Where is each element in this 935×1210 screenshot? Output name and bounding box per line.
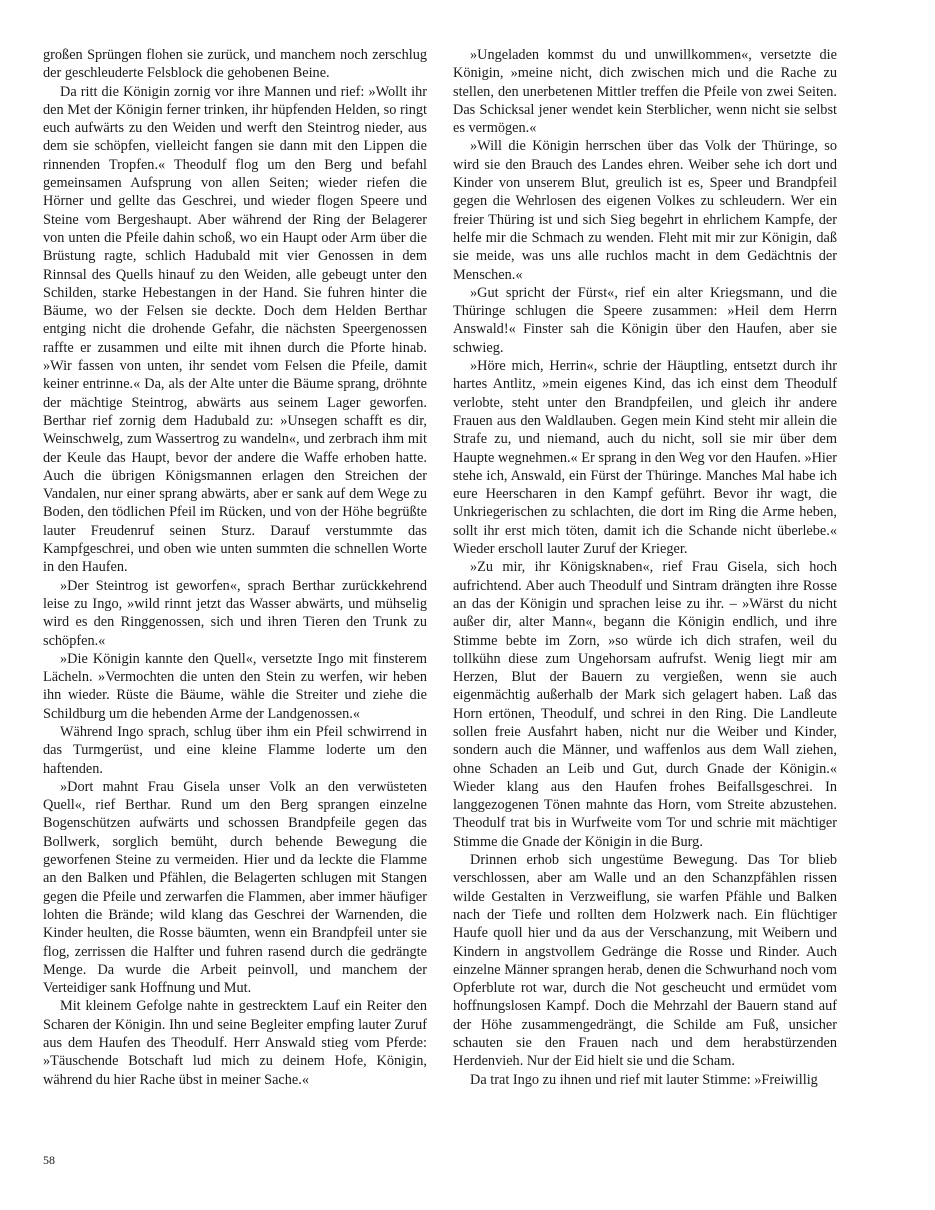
paragraph: großen Sprüngen flohen sie zurück, und manchem noch zerschlug der geschleuderte Felsblock die gehobenen Beine. (43, 47, 427, 82)
paragraph: »Höre mich, Herrin«, schrie der Häuptling, entsetzt durch ihr hartes Antlitz, »mein eigenes Kind, das ich einst dem Theodulf verlobte, steht unter den Brandpfeilen, und gleich ihr andere Frauen aus den Waldlauben. Gegen mein Kind steht mir allein die Strafe zu, und niemand, auch du nicht, soll sie mir über dem Haupte wegnehmen.« Er sprang in den Weg vor den Haufen. »Hier stehe ich, Answald, ein Fürst der Thüringe. Manches Mal habe ich eure Heerscharen in den Kampf geführt. Bevor ihr wagt, die Unkriegerischen zu schlachten, die dort im Ring die Arme heben, sollt ihr erst mich töten, damit ich die Schande nicht überlebe.« Wieder erscholl lauter Zuruf der Krieger. (453, 358, 837, 558)
paragraph: »Will die Königin herrschen über das Volk der Thüringe, so wird sie den Brauch des Landes ehren. Weiber sehe ich dort und Kinder von unserem Blut, greulich ist es, Speer und Brandpfeil gegen die Wehrlosen des eigenen Volkes zu schleudern. Wer ein freier Thüring ist und sich Sieg begehrt in ehrlichem Kampfe, der helfe mir die Schmach zu wenden. Fleht mit mir zur Königin, daß sie meide, was uns alle ruchlos macht in dem Gedächtnis der Menschen.« (453, 138, 837, 283)
paragraph: »Ungeladen kommst du und unwillkommen«, versetzte die Königin, »meine nicht, dich zwischen mich und die Rache zu stellen, den unerbetenen Mittler treffen die Pfeile von zwei Seiten. Das Schicksal jener wendet kein Sterblicher, wenn nicht sie selbst es vermögen.« (453, 47, 837, 137)
paragraph: Da ritt die Königin zornig vor ihre Mannen und rief: »Wollt ihr den Met der Königin ferner trinken, ihr hüpfenden Helden, so ringt euch aufwärts zu den Weiden und werft den Steintrog nieder, aus dem sie schöpfen, vielleicht fangen sie dann mit den Lippen die rinnenden Tropfen.« Theodulf flog um den Berg und befahl gemeinsamen Aufsprung von allen Seiten; wieder riefen die Hörner und gellte das Geschrei, und wieder flogen Speere und Steine vom Bergeshaupt. Aber während der Ring der Belagerer von unten die Pfeile dahin schoß, wo ein Haupt oder Arm über die Brüstung ragte, schlich Hadubald mit vier Genossen in dem Rinnsal des Quells hinauf zu den Weiden, alle gebeugt unter den Schilden, starke Hebestangen in der Hand. Sie fuhren hinter die Bäume, wo der Felsen sie deckte. Doch dem Helden Berthar entging nicht die drohende Gefahr, die nächsten Speergenossen raffte er zusammen und eilte mit ihnen durch die Pforte hinab. »Wir fassen von unten, ihr sendet vom Felsen die Pfeile, damit keiner entrinne.« Da, als der Alte unter die Bäume sprang, dröhnte der mächtige Steintrog, abwärts aus seinem Lager geworfen. Berthar rief zornig dem Hadubald zu: »Unsegen schafft es dir, Weinschwelg, zum Wassertrog zu wandeln«, und zerbrach ihm mit der Keule das Haupt, bevor der andere die Waffe erhoben hatte. Auch die übrigen Königsmannen erlagen den Streichen der Vandalen, nur einer sprang abwärts, aber er sank auf dem Wege zu Boden, den tödlichen Pfeil im Rücken, und von der Höhe begrüßte lauter Freudenruf seinen Sturz. Darauf verstummte das Kampfgeschrei, und oben wie unten summten die schnellen Worte in den Haufen. (43, 83, 427, 576)
paragraph: Mit kleinem Gefolge nahte in gestrecktem Lauf ein Reiter den Scharen der Königin. Ihn und seine Begleiter empfing lauter Zuruf aus dem Haufen des Theodulf. Herr Answald stieg vom Pferde: »Täuschende Botschaft lud mich zu deinem Hofe, Königin, während du hier Rache übst in meiner Sache.« (43, 998, 427, 1088)
paragraph: Während Ingo sprach, schlug über ihm ein Pfeil schwirrend in das Turmgerüst, und eine kleine Flamme loderte um den haftenden. (43, 723, 427, 777)
page-number: 58 (43, 1153, 55, 1167)
paragraph: »Gut spricht der Fürst«, rief ein alter Kriegsmann, und die Thüringe schlugen die Speere zusammen: »Heil dem Herrn Answald!« Finster sah die Königin über den Haufen, aber sie schwieg. (453, 284, 837, 356)
paragraph: »Zu mir, ihr Königsknaben«, rief Frau Gisela, sich hoch aufrichtend. Aber auch Theodulf und Sintram drängten ihre Rosse an das der Königin und sprachen leise zu ihr. – »Wärst du nicht außer dir, alter Mann«, begann die Königin endlich, und ihre Stimme bebte im Zorn, »so würde ich dich strafen, weil du tollkühn diese zum Ungehorsam aufrufst. Wenig liegt mir am Herzen, Blut der Bauern zu vergießen, wenn sie auch eigenmächtig außerhalb der Mark sich gelagert haben. Laß das Horn ertönen, Theodulf, und schrei in den Ring. Die Landleute sollen freie Ausfahrt haben, nicht nur die Weiber und Kinder, sondern auch die Männer, und waffenlos aus dem Wall ziehen, ohne Schaden an Leib und Gut, durch Gnade der Königin.« Wieder klang aus den Haufen frohes Beifallsgeschrei. In langgezogenen Tönen mahnte das Horn, vom Streite abzustehen. Theodulf trat bis in Wurfweite vom Tor und schrie mit mächtiger Stimme die Gnade der Königin in die Burg. (453, 559, 837, 850)
paragraph: »Dort mahnt Frau Gisela unser Volk an den verwüsteten Quell«, rief Berthar. Rund um den Berg sprangen einzelne Bogenschützen aufwärts und schossen Brandpfeile gegen das Bollwerk, sorglich bemüht, durch behende Bewegung die geworfenen Steine zu vermeiden. Hier und da leckte die Flamme an den Balken und Pfählen, die Belagerten schlugen mit Stangen gegen die Pfeile und zerwarfen die Flammen, aber immer häufiger lohten die Brände; wild klang das Geschrei der Warnenden, die Kinder heulten, die Rosse bäumten, wenn ein Brandpfeil unter sie flog, zerrissen die Halfter und fuhren rasend durch die gedrängte Menge. Da wurde die Arbeit peinvoll, und manchem der Verteidiger sank Hoffnung und Mut. (43, 778, 427, 997)
paragraph: Drinnen erhob sich ungestüme Bewegung. Das Tor blieb verschlossen, aber am Walle und an den Schanzpfählen rissen wilde Gestalten in Verzweiflung, sie warfen Pfähle und Balken nach der Tiefe und rollten dem Holzwerk nach. Ein flüchtiger Haufe quoll hier und da aus der Verschanzung, mit Weibern und Kindern in angstvollem Gedränge die Rosse und Rinder. Auch einzelne Männer sprangen herab, denen die Schwurhand noch vom Opferblute rot war, durch die Not gescheucht und ermüdet vom hoffnungslosen Kampf. Doch die Mehrzahl der Bauern stand auf der Höhe zusammengedrängt, die Schilde am Fuß, unsicher schauten sie den Frauen nach und dem herabstürzenden Herdenvieh. Nur der Eid hielt sie und die Scham. (453, 852, 837, 1070)
right-column (453, 46, 837, 1089)
paragraph: »Die Königin kannte den Quell«, versetzte Ingo mit finsterem Lächeln. »Vermochten die unten den Stein zu werfen, wir heben ihn wieder. Rüste die Bäume, wähle die Streiter und ziehe die Schildburg um die hebenden Arme der Landgenossen.« (43, 650, 427, 722)
paragraph: »Der Steintrog ist geworfen«, sprach Berthar zurückkehrend leise zu Ingo, »wild rinnt jetzt das Wasser abwärts, und mühselig wird es den Ringgenossen, sich und ihren Tieren den Trunk zu schöpfen.« (43, 577, 427, 649)
left-column (43, 46, 427, 1089)
paragraph: Da trat Ingo zu ihnen und rief mit lauter Stimme: »Freiwillig (470, 1071, 818, 1088)
